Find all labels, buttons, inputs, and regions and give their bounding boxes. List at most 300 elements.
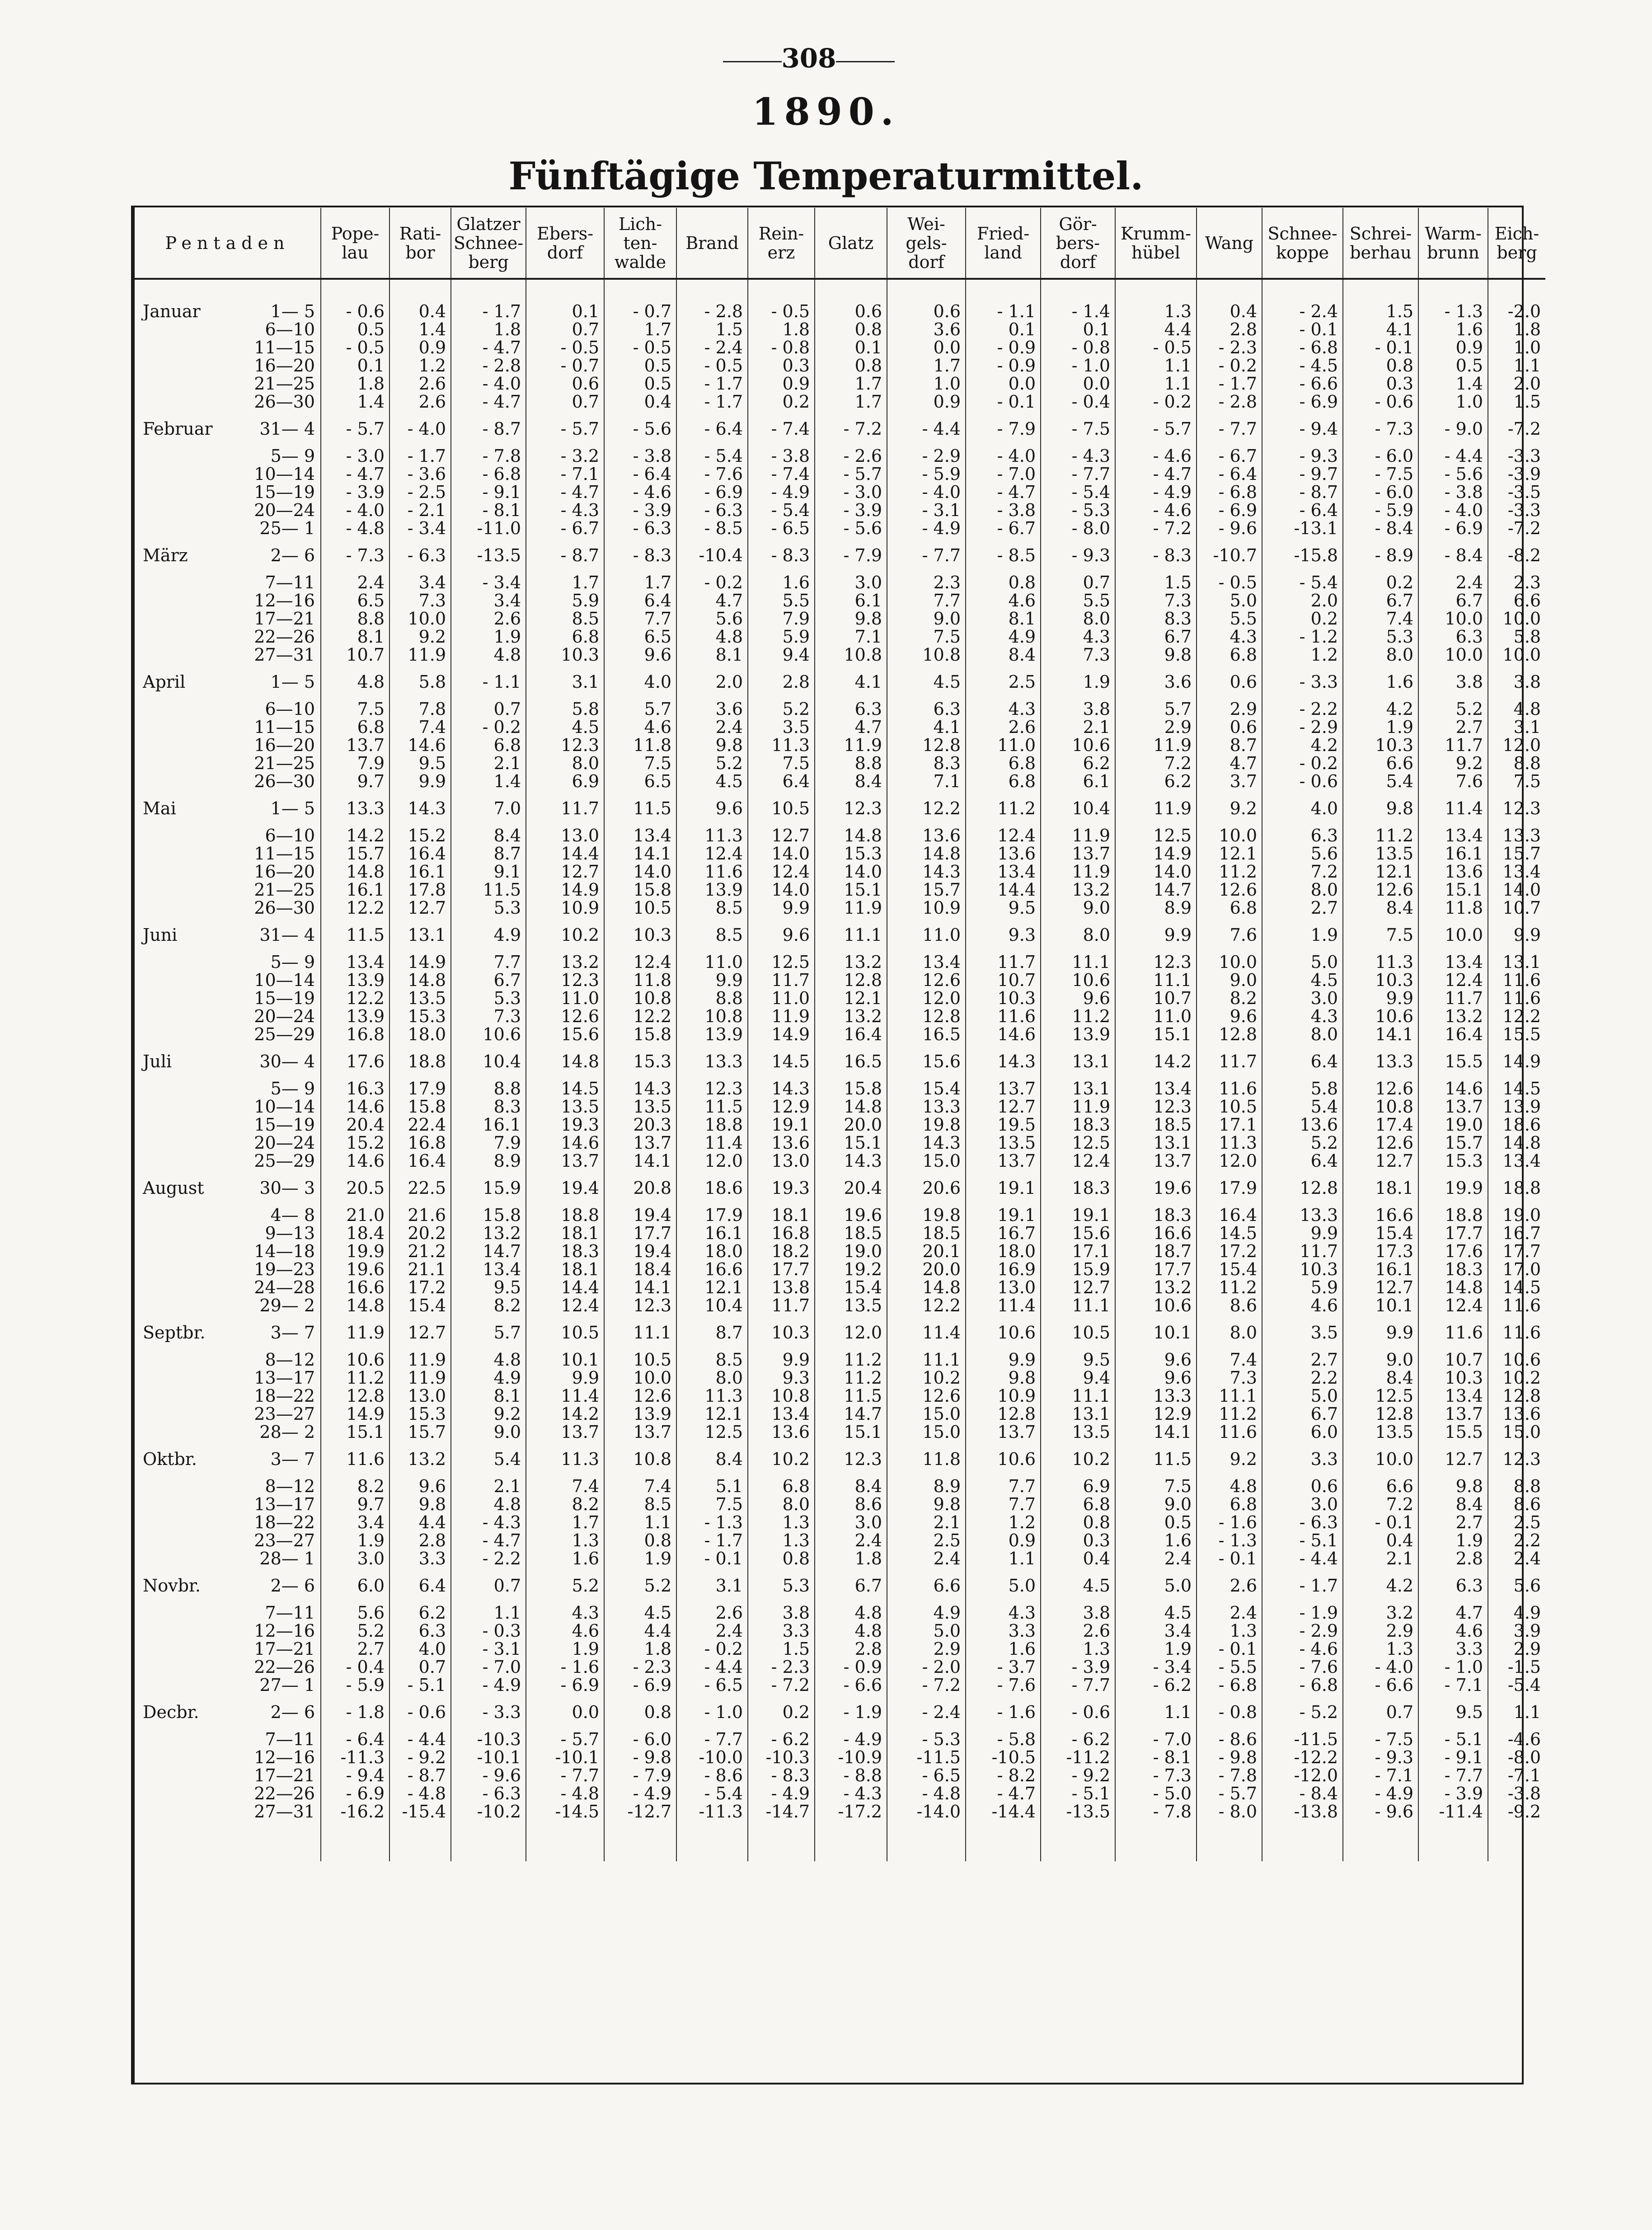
- value-cell: 11.8: [604, 971, 676, 989]
- spacer-cell: [1197, 279, 1262, 302]
- table-row: [135, 1730, 1545, 1748]
- value-cell: 16.1: [321, 881, 390, 899]
- value-cell: 1.2: [966, 1513, 1041, 1531]
- value-cell: 11.7: [1197, 1043, 1262, 1080]
- value-cell: - 8.6: [676, 1766, 748, 1784]
- value-cell: 7.4: [390, 718, 451, 736]
- value-cell: 1.1: [1513, 1702, 1541, 1722]
- value-cell: 6.8: [321, 718, 390, 736]
- value-cell: 13.3: [1262, 1206, 1343, 1224]
- value-cell: 14.2: [526, 1405, 604, 1423]
- value-cell: - 9.4: [1262, 411, 1343, 447]
- value-cell: - 1.7: [390, 447, 451, 465]
- value-cell: - 2.9: [1262, 1622, 1343, 1640]
- value-cell: 11.0: [748, 989, 815, 1007]
- value-cell: 15.0: [887, 1405, 966, 1423]
- pentade-range: 22—26: [254, 628, 315, 646]
- value-cell: 1.8: [604, 1640, 676, 1658]
- value-cell: 13.3: [1343, 1043, 1418, 1080]
- value-cell: 3.8: [1041, 700, 1115, 718]
- value-cell: 10.6: [1041, 971, 1115, 989]
- value-cell: 2.5: [887, 1531, 966, 1549]
- table-row: [135, 1495, 1545, 1513]
- value-cell: 0.5: [604, 357, 676, 375]
- value-cell: 0.7: [390, 1658, 451, 1676]
- value-cell: 14.1: [604, 845, 676, 863]
- value-cell: 18.1: [748, 1206, 815, 1224]
- value-cell: 0.1: [815, 338, 887, 357]
- value-cell: 11.9: [1115, 736, 1197, 754]
- pentade-range: 30— 3: [259, 1178, 315, 1198]
- value-cell: 3.1: [1513, 718, 1541, 736]
- spacer-cell: [887, 279, 966, 302]
- value-cell: 16.9: [966, 1260, 1041, 1278]
- pentade-cell: [135, 1043, 321, 1080]
- value-cell: 9.8: [390, 1495, 451, 1513]
- value-cell: - 6.5: [676, 1676, 748, 1694]
- month-label: Juni: [143, 925, 178, 945]
- value-cell: 6.5: [604, 772, 676, 790]
- pentade-range: 16—20: [254, 357, 315, 375]
- value-cell: - 3.9: [604, 501, 676, 519]
- pentade-cell: [135, 1260, 321, 1278]
- value-cell: 10.8: [604, 1441, 676, 1477]
- value-cell: 0.1: [966, 320, 1041, 338]
- pentade-range: 20—24: [254, 1007, 315, 1025]
- value-cell: - 3.9: [815, 501, 887, 519]
- pentade-range: 26—30: [254, 772, 315, 790]
- value-cell: - 7.9: [604, 1766, 676, 1784]
- spacer-cell: [135, 1821, 321, 1861]
- value-cell: 6.6: [1343, 754, 1418, 772]
- value-cell: 6.6: [1513, 592, 1541, 610]
- value-cell: 5.2: [604, 1568, 676, 1604]
- value-cell: - 2.2: [451, 1549, 526, 1568]
- pentade-cell: [135, 1803, 321, 1821]
- pentade-cell: [135, 754, 321, 772]
- pentade-cell: [135, 917, 321, 953]
- value-cell: 10.1: [1343, 1296, 1418, 1315]
- value-cell: 10.3: [1418, 1369, 1488, 1387]
- value-cell: 8.9: [451, 1152, 526, 1170]
- value-cell: - 2.2: [1262, 700, 1343, 718]
- spacer-cell: [390, 1821, 451, 1861]
- value-cell: 13.5: [1343, 1423, 1418, 1441]
- spacer-cell: [604, 1821, 676, 1861]
- value-cell: 13.7: [1418, 1098, 1488, 1116]
- value-cell: 18.0: [966, 1242, 1041, 1260]
- value-cell: 10.0: [604, 1369, 676, 1387]
- spacer-cell: [815, 279, 887, 302]
- value-cell: 13.9: [321, 971, 390, 989]
- value-cell: 11.9: [815, 899, 887, 917]
- pentade-range: 25—29: [254, 1152, 315, 1170]
- col-head-station: Wang: [1197, 208, 1262, 279]
- value-cell: 18.0: [676, 1242, 748, 1260]
- value-cell: 14.1: [604, 1278, 676, 1296]
- value-cell: - 6.4: [321, 1730, 390, 1748]
- value-cell: - 3.6: [390, 465, 451, 483]
- value-cell: 10.6: [966, 1315, 1041, 1351]
- value-cell: 2.0: [676, 664, 748, 700]
- pentade-range: 26—30: [254, 393, 315, 411]
- value-cell: 1.7: [526, 573, 604, 592]
- value-cell: 4.3: [526, 1604, 604, 1622]
- value-cell: 4.8: [451, 646, 526, 664]
- value-cell: - 0.1: [1197, 1640, 1262, 1658]
- value-cell: 2.6: [390, 393, 451, 411]
- pentade-cell: [135, 646, 321, 664]
- value-cell: 6.4: [1262, 1043, 1343, 1080]
- table-row: [135, 989, 1545, 1007]
- value-cell: 1.0: [887, 375, 966, 393]
- value-cell: - 7.1: [526, 465, 604, 483]
- value-cell: 13.4: [1502, 1152, 1541, 1170]
- value-cell: 11.7: [1262, 1242, 1343, 1260]
- table-header: [135, 208, 1545, 279]
- value-cell: 6.6: [887, 1568, 966, 1604]
- value-cell: 4.5: [1115, 1604, 1197, 1622]
- pentade-range: 7—11: [265, 573, 315, 592]
- value-cell: 5.2: [1262, 1134, 1343, 1152]
- value-cell: 4.9: [887, 1604, 966, 1622]
- value-cell: - 4.9: [887, 519, 966, 537]
- table-row: [135, 1369, 1545, 1387]
- value-cell: 12.4: [526, 1296, 604, 1315]
- value-cell: 7.1: [815, 628, 887, 646]
- value-cell: - 4.3: [815, 1784, 887, 1803]
- spacer-cell: [451, 279, 526, 302]
- value-cell: - 7.2: [887, 1676, 966, 1694]
- value-cell: 12.6: [604, 1387, 676, 1405]
- value-cell: 9.0: [451, 1423, 526, 1441]
- value-cell: - 5.8: [966, 1730, 1041, 1748]
- pentade-cell: [135, 1766, 321, 1784]
- value-cell: 6.0: [321, 1568, 390, 1604]
- pentade-range: 14—18: [254, 1242, 315, 1260]
- pentade-range: 1— 5: [270, 672, 315, 692]
- value-cell: 1.7: [815, 375, 887, 393]
- value-cell: - 3.4: [451, 573, 526, 592]
- value-cell: 12.3: [815, 1441, 887, 1477]
- value-cell: 4.1: [815, 664, 887, 700]
- value-cell: - 0.6: [390, 1694, 451, 1730]
- value-cell: 9.5: [1418, 1694, 1488, 1730]
- value-cell: 0.4: [604, 393, 676, 411]
- pentade-cell: [135, 393, 321, 411]
- value-cell: 9.8: [887, 1495, 966, 1513]
- value-cell: 18.3: [1041, 1170, 1115, 1206]
- value-cell: 1.5: [1513, 393, 1541, 411]
- table-row: [135, 1098, 1545, 1116]
- col-head-station: Krumm- hübel: [1115, 208, 1197, 279]
- value-cell: 18.0: [390, 1025, 451, 1043]
- value-cell: - 9.2: [390, 1748, 451, 1766]
- value-cell: - 1.9: [815, 1694, 887, 1730]
- value-cell: -11.5: [1262, 1730, 1343, 1748]
- value-cell: 19.1: [966, 1206, 1041, 1224]
- value-cell: 9.2: [1418, 754, 1488, 772]
- pentade-range: 30— 4: [259, 1052, 315, 1071]
- table-row: [135, 357, 1545, 375]
- table-row: [135, 1080, 1545, 1098]
- value-cell: 5.7: [604, 700, 676, 718]
- value-cell: 4.6: [604, 718, 676, 736]
- pentade-range: 1— 5: [270, 798, 315, 818]
- pentade-cell: [135, 1676, 321, 1694]
- value-cell: 4.8: [815, 1622, 887, 1640]
- value-cell: 3.6: [887, 320, 966, 338]
- value-cell: 0.8: [815, 357, 887, 375]
- value-cell: -11.2: [1041, 1748, 1115, 1766]
- value-cell: 4.8: [815, 1604, 887, 1622]
- value-cell: - 4.8: [321, 519, 390, 537]
- value-cell: -8.0: [1507, 1748, 1541, 1766]
- value-cell: - 7.7: [1041, 465, 1115, 483]
- value-cell: 5.8: [1262, 1080, 1343, 1098]
- value-cell: - 6.2: [1115, 1676, 1197, 1694]
- value-cell: - 5.1: [1418, 1730, 1488, 1748]
- spacer-cell: [321, 1821, 390, 1861]
- value-cell: 3.5: [1262, 1315, 1343, 1351]
- pentade-cell: [135, 465, 321, 483]
- value-cell: 6.4: [1262, 1152, 1343, 1170]
- value-cell: 18.4: [604, 1260, 676, 1278]
- value-cell: 2.6: [1197, 1568, 1262, 1604]
- value-cell: 13.4: [451, 1260, 526, 1278]
- value-cell: 6.7: [1262, 1405, 1343, 1423]
- value-cell: 1.7: [815, 393, 887, 411]
- spacer-cell: [966, 1821, 1041, 1861]
- value-cell: 14.7: [451, 1242, 526, 1260]
- value-cell: 9.9: [748, 1351, 815, 1369]
- value-cell: 11.9: [1041, 826, 1115, 845]
- value-cell: 13.9: [676, 881, 748, 899]
- pentade-cell: [135, 320, 321, 338]
- value-cell: 6.8: [451, 736, 526, 754]
- value-cell: 11.4: [1418, 790, 1488, 826]
- pentade-cell: [135, 592, 321, 610]
- value-cell: - 7.2: [815, 411, 887, 447]
- value-cell: 0.6: [1197, 718, 1262, 736]
- value-cell: 7.3: [1115, 592, 1197, 610]
- table-row: [135, 1622, 1545, 1640]
- value-cell: 13.3: [1115, 1387, 1197, 1405]
- value-cell: 19.5: [966, 1116, 1041, 1134]
- value-cell: 11.2: [815, 1351, 887, 1369]
- value-cell: -15.8: [1262, 537, 1343, 573]
- value-cell: 6.7: [451, 971, 526, 989]
- value-cell: 14.7: [815, 1405, 887, 1423]
- value-cell: 2.6: [451, 610, 526, 628]
- pentade-cell: [135, 1206, 321, 1224]
- value-cell: 19.9: [1418, 1170, 1488, 1206]
- value-cell: 7.7: [966, 1495, 1041, 1513]
- value-cell: 0.0: [1041, 375, 1115, 393]
- value-cell: 0.7: [1041, 573, 1115, 592]
- value-cell: 14.8: [1502, 1134, 1541, 1152]
- value-cell: - 4.7: [1115, 465, 1197, 483]
- value-cell: 16.1: [451, 1116, 526, 1134]
- value-cell: 10.7: [1115, 989, 1197, 1007]
- value-cell: -10.3: [451, 1730, 526, 1748]
- value-cell: 11.2: [1343, 826, 1418, 845]
- value-cell: 8.0: [1041, 917, 1115, 953]
- value-cell: 12.0: [1197, 1152, 1262, 1170]
- value-cell: 15.1: [815, 881, 887, 899]
- value-cell: 13.1: [1502, 953, 1541, 971]
- value-cell: 5.6: [321, 1604, 390, 1622]
- value-cell: 10.3: [748, 1315, 815, 1351]
- value-cell: 21.1: [390, 1260, 451, 1278]
- table-row: [135, 953, 1545, 971]
- pentade-cell: [135, 863, 321, 881]
- value-cell: 11.9: [390, 1351, 451, 1369]
- value-cell: 11.7: [526, 790, 604, 826]
- value-cell: 11.5: [604, 790, 676, 826]
- value-cell: - 6.6: [1262, 375, 1343, 393]
- value-cell: - 0.8: [1197, 1694, 1262, 1730]
- value-cell: 9.4: [1041, 1369, 1115, 1387]
- value-cell: 11.6: [1197, 1423, 1262, 1441]
- table-row: [135, 1803, 1545, 1821]
- value-cell: 5.3: [451, 989, 526, 1007]
- table-row: [135, 772, 1545, 790]
- value-cell: 3.4: [390, 573, 451, 592]
- table-row: [135, 465, 1545, 483]
- pentade-range: 10—14: [254, 465, 315, 483]
- value-cell: 14.6: [1418, 1080, 1488, 1098]
- value-cell: 2.4: [676, 718, 748, 736]
- value-cell: 2.4: [321, 573, 390, 592]
- value-cell: - 3.0: [815, 483, 887, 501]
- table-row: [135, 501, 1545, 519]
- value-cell: 16.1: [390, 863, 451, 881]
- value-cell: 9.0: [1197, 971, 1262, 989]
- value-cell: - 0.9: [815, 1658, 887, 1676]
- value-cell: 8.2: [1197, 989, 1262, 1007]
- value-cell: -14.4: [966, 1803, 1041, 1821]
- value-cell: - 1.3: [1418, 302, 1488, 320]
- value-cell: 17.7: [1418, 1224, 1488, 1242]
- value-cell: - 6.0: [604, 1730, 676, 1748]
- value-cell: 10.2: [748, 1441, 815, 1477]
- value-cell: - 5.4: [676, 447, 748, 465]
- value-cell: 17.2: [390, 1278, 451, 1296]
- page-title: Fünftägige Temperaturmittel.: [508, 154, 1144, 198]
- value-cell: 4.8: [451, 1351, 526, 1369]
- value-cell: 18.6: [1502, 1116, 1541, 1134]
- value-cell: 16.1: [1418, 845, 1488, 863]
- value-cell: 4.3: [1041, 628, 1115, 646]
- value-cell: 0.4: [1197, 302, 1262, 320]
- value-cell: 6.2: [1041, 754, 1115, 772]
- value-cell: -10.1: [526, 1748, 604, 1766]
- value-cell: 12.1: [1197, 845, 1262, 863]
- table-row: [135, 302, 1545, 320]
- pentade-cell: [135, 1423, 321, 1441]
- value-cell: 0.8: [966, 573, 1041, 592]
- value-cell: 19.3: [748, 1170, 815, 1206]
- value-cell: 19.8: [887, 1116, 966, 1134]
- value-cell: 6.4: [748, 772, 815, 790]
- pentade-cell: [135, 1477, 321, 1495]
- value-cell: 0.9: [1418, 338, 1488, 357]
- value-cell: 9.1: [451, 863, 526, 881]
- value-cell: - 0.1: [1343, 338, 1418, 357]
- value-cell: 5.4: [451, 1441, 526, 1477]
- pentade-cell: [135, 519, 321, 537]
- value-cell: 12.7: [1343, 1278, 1418, 1296]
- value-cell: -14.0: [887, 1803, 966, 1821]
- value-cell: 7.3: [1041, 646, 1115, 664]
- value-cell: - 0.7: [526, 357, 604, 375]
- value-cell: - 7.3: [1343, 411, 1418, 447]
- value-cell: 18.8: [1418, 1206, 1488, 1224]
- value-cell: 13.4: [1502, 863, 1541, 881]
- value-cell: 9.8: [1343, 790, 1418, 826]
- value-cell: 12.3: [604, 1296, 676, 1315]
- value-cell: 13.4: [1418, 1387, 1488, 1405]
- value-cell: 4.8: [451, 1495, 526, 1513]
- table-row: [135, 1043, 1545, 1080]
- value-cell: 9.3: [748, 1369, 815, 1387]
- value-cell: - 4.4: [887, 411, 966, 447]
- value-cell: 12.5: [748, 953, 815, 971]
- value-cell: -7.2: [1507, 419, 1541, 439]
- value-cell: 12.0: [1502, 736, 1541, 754]
- pentade-range: 8—12: [265, 1351, 315, 1369]
- value-cell: 5.9: [1262, 1278, 1343, 1296]
- value-cell: 14.2: [321, 826, 390, 845]
- value-cell: 2.1: [1343, 1549, 1418, 1568]
- value-cell: - 8.7: [390, 1766, 451, 1784]
- value-cell: 2.6: [966, 718, 1041, 736]
- value-cell: 11.1: [1115, 971, 1197, 989]
- value-cell: - 4.9: [604, 1784, 676, 1803]
- value-cell: -3.9: [1507, 465, 1541, 483]
- value-cell: -11.0: [451, 519, 526, 537]
- value-cell: 6.3: [390, 1622, 451, 1640]
- value-cell: 9.5: [1041, 1351, 1115, 1369]
- value-cell: - 8.3: [604, 537, 676, 573]
- pentade-cell: [135, 1549, 321, 1568]
- value-cell: 14.6: [321, 1152, 390, 1170]
- value-cell: - 4.0: [1418, 501, 1488, 519]
- value-cell: 10.2: [1502, 1369, 1541, 1387]
- value-cell: 9.3: [966, 917, 1041, 953]
- value-cell: 10.4: [451, 1043, 526, 1080]
- value-cell: 15.1: [1418, 881, 1488, 899]
- value-cell: 2.5: [966, 664, 1041, 700]
- value-cell: 1.8: [321, 375, 390, 393]
- value-cell: 9.6: [1115, 1351, 1197, 1369]
- value-cell: -13.8: [1262, 1803, 1343, 1821]
- value-cell: 13.9: [1041, 1025, 1115, 1043]
- value-cell: 4.2: [1343, 700, 1418, 718]
- col-head-station: Brand: [676, 208, 748, 279]
- value-cell: -14.7: [748, 1803, 815, 1821]
- value-cell: - 5.7: [526, 1730, 604, 1748]
- value-cell: 22.5: [390, 1170, 451, 1206]
- value-cell: 7.4: [1197, 1351, 1262, 1369]
- value-cell: - 0.2: [1197, 357, 1262, 375]
- spacer-cell: [390, 279, 451, 302]
- value-cell: 13.9: [321, 1007, 390, 1025]
- value-cell: 1.3: [1115, 302, 1197, 320]
- value-cell: 13.1: [1041, 1080, 1115, 1098]
- value-cell: - 0.1: [1262, 320, 1343, 338]
